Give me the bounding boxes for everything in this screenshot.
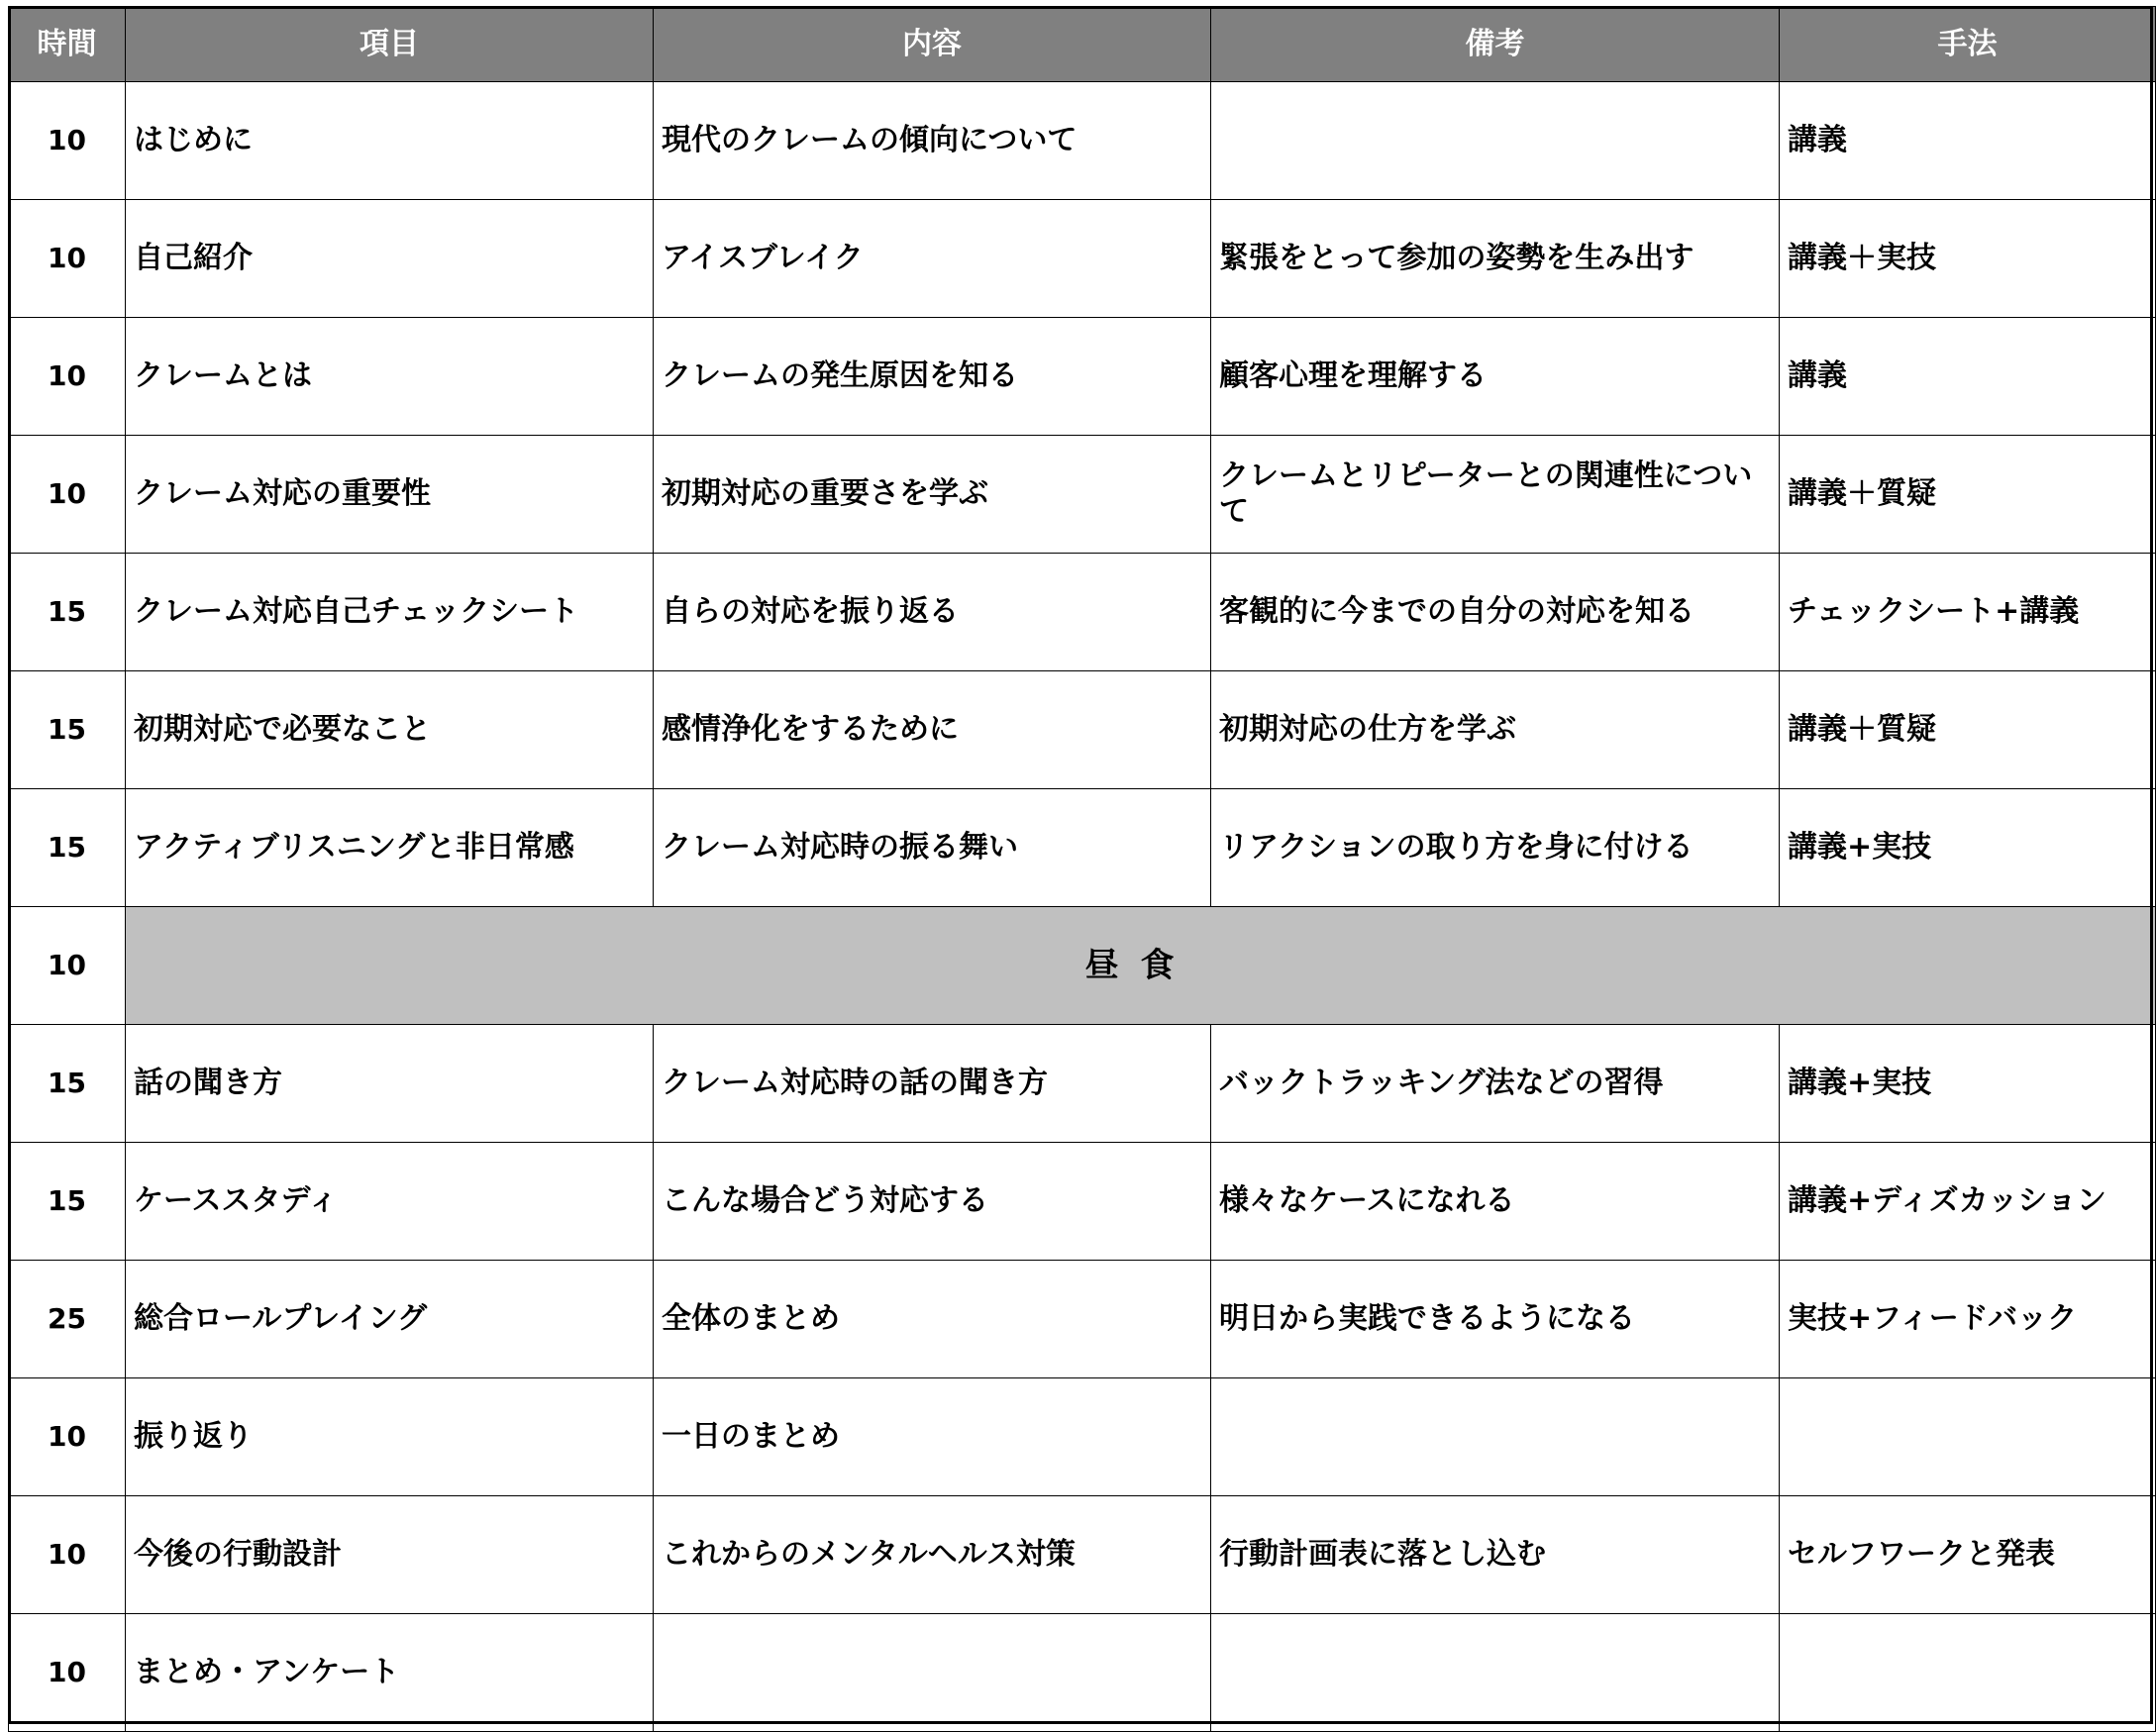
table-row bbox=[9, 1496, 2156, 1614]
note-cell bbox=[1211, 1378, 1780, 1496]
note-cell: 客観的に今までの自分の対応を知る bbox=[1211, 554, 1780, 671]
item-cell: 話の聞き方 bbox=[126, 1025, 654, 1143]
header-method: 手法 bbox=[1780, 7, 2156, 82]
note-cell: 明日から実践できるようになる bbox=[1211, 1261, 1780, 1378]
content-cell: 初期対応の重要さを学ぶ bbox=[654, 436, 1211, 554]
method-cell: 講義+実技 bbox=[1780, 1025, 2156, 1143]
item-cell: クレーム対応の重要性 bbox=[126, 436, 654, 554]
table-row bbox=[9, 82, 2156, 200]
time-cell: 10 bbox=[9, 82, 126, 200]
table-row bbox=[9, 1614, 2156, 1732]
method-cell bbox=[1780, 1614, 2156, 1732]
content-cell: 現代のクレームの傾向について bbox=[654, 82, 1211, 200]
content-cell: これからのメンタルヘルス対策 bbox=[654, 1496, 1211, 1614]
time-cell: 10 bbox=[9, 318, 126, 436]
note-cell bbox=[1211, 1614, 1780, 1732]
time-cell: 15 bbox=[9, 554, 126, 671]
method-cell: 講義＋質疑 bbox=[1780, 436, 2156, 554]
method-cell: セルフワークと発表 bbox=[1780, 1496, 2156, 1614]
method-cell: 実技+フィードバック bbox=[1780, 1261, 2156, 1378]
header-note: 備考 bbox=[1211, 7, 1780, 82]
table-row bbox=[9, 1143, 2156, 1261]
time-cell: 10 bbox=[9, 1614, 126, 1732]
content-cell: アイスブレイク bbox=[654, 200, 1211, 318]
table-row bbox=[9, 318, 2156, 436]
lunch-row bbox=[9, 907, 2156, 1025]
note-cell: リアクションの取り方を身に付ける bbox=[1211, 789, 1780, 907]
table-row bbox=[9, 1378, 2156, 1496]
table-row bbox=[9, 671, 2156, 789]
table-row bbox=[9, 1261, 2156, 1378]
item-cell: 振り返り bbox=[126, 1378, 654, 1496]
schedule-table bbox=[8, 6, 2156, 1732]
content-cell: 一日のまとめ bbox=[654, 1378, 1211, 1496]
note-cell: クレームとリピーターとの関連性について bbox=[1211, 436, 1780, 554]
content-cell: クレーム対応時の話の聞き方 bbox=[654, 1025, 1211, 1143]
header-time: 時間 bbox=[9, 7, 126, 82]
method-cell: 講義＋実技 bbox=[1780, 200, 2156, 318]
item-cell: 総合ロールプレイング bbox=[126, 1261, 654, 1378]
time-cell: 10 bbox=[9, 907, 126, 1025]
note-cell: 初期対応の仕方を学ぶ bbox=[1211, 671, 1780, 789]
item-cell: アクティブリスニングと非日常感 bbox=[126, 789, 654, 907]
time-cell: 15 bbox=[9, 789, 126, 907]
note-cell: 緊張をとって参加の姿勢を生み出す bbox=[1211, 200, 1780, 318]
table-row bbox=[9, 1025, 2156, 1143]
time-cell: 10 bbox=[9, 200, 126, 318]
table-row bbox=[9, 436, 2156, 554]
table-row bbox=[9, 200, 2156, 318]
note-cell: 様々なケースになれる bbox=[1211, 1143, 1780, 1261]
method-cell: 講義＋質疑 bbox=[1780, 671, 2156, 789]
table-row bbox=[9, 789, 2156, 907]
item-cell: クレーム対応自己チェックシート bbox=[126, 554, 654, 671]
item-cell: 今後の行動設計 bbox=[126, 1496, 654, 1614]
time-cell: 15 bbox=[9, 1143, 126, 1261]
time-cell: 10 bbox=[9, 1496, 126, 1614]
note-cell: 行動計画表に落とし込む bbox=[1211, 1496, 1780, 1614]
lunch-label: 昼食 bbox=[126, 907, 2156, 1025]
item-cell: ケーススタディ bbox=[126, 1143, 654, 1261]
content-cell bbox=[654, 1614, 1211, 1732]
content-cell: クレーム対応時の振る舞い bbox=[654, 789, 1211, 907]
content-cell: 全体のまとめ bbox=[654, 1261, 1211, 1378]
header-content: 内容 bbox=[654, 7, 1211, 82]
table-row bbox=[9, 554, 2156, 671]
item-cell: まとめ・アンケート bbox=[126, 1614, 654, 1732]
time-cell: 15 bbox=[9, 1025, 126, 1143]
content-cell: 感情浄化をするために bbox=[654, 671, 1211, 789]
note-cell: 顧客心理を理解する bbox=[1211, 318, 1780, 436]
item-cell: 初期対応で必要なこと bbox=[126, 671, 654, 789]
note-cell: バックトラッキング法などの習得 bbox=[1211, 1025, 1780, 1143]
content-cell: こんな場合どう対応する bbox=[654, 1143, 1211, 1261]
method-cell: 講義+ディズカッション bbox=[1780, 1143, 2156, 1261]
item-cell: 自己紹介 bbox=[126, 200, 654, 318]
header-row bbox=[9, 7, 2156, 82]
time-cell: 25 bbox=[9, 1261, 126, 1378]
method-cell: 講義 bbox=[1780, 318, 2156, 436]
item-cell: はじめに bbox=[126, 82, 654, 200]
method-cell: 講義+実技 bbox=[1780, 789, 2156, 907]
content-cell: 自らの対応を振り返る bbox=[654, 554, 1211, 671]
note-cell bbox=[1211, 82, 1780, 200]
time-cell: 15 bbox=[9, 671, 126, 789]
method-cell: チェックシート+講義 bbox=[1780, 554, 2156, 671]
time-cell: 10 bbox=[9, 436, 126, 554]
header-item: 項目 bbox=[126, 7, 654, 82]
method-cell bbox=[1780, 1378, 2156, 1496]
method-cell: 講義 bbox=[1780, 82, 2156, 200]
content-cell: クレームの発生原因を知る bbox=[654, 318, 1211, 436]
time-cell: 10 bbox=[9, 1378, 126, 1496]
item-cell: クレームとは bbox=[126, 318, 654, 436]
